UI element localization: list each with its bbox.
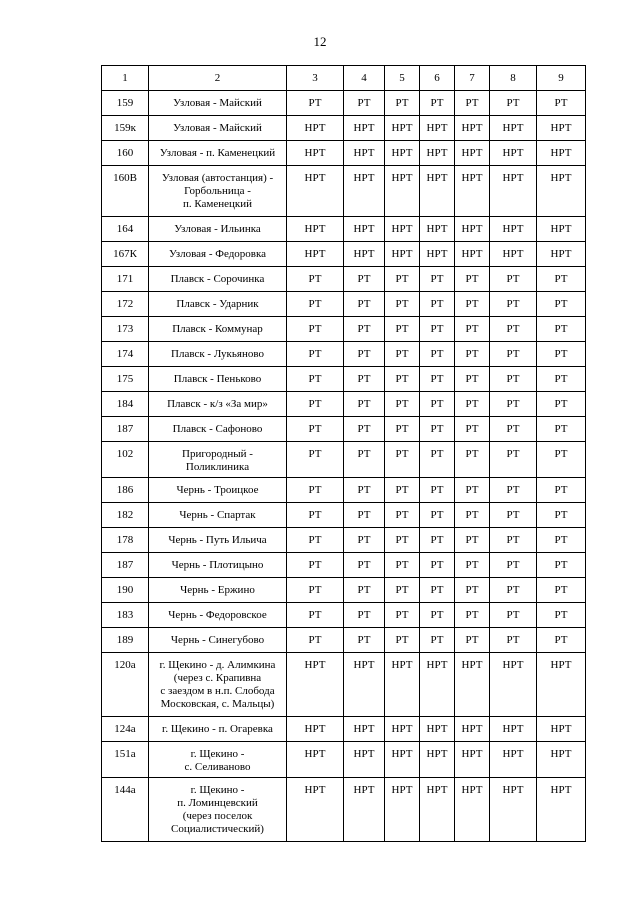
route-name [149,267,287,292]
tariff-cell: РТ [490,603,537,628]
tariff-cell: НРТ [490,778,537,842]
tariff-cell: РТ [455,91,490,116]
tariff-cell: РТ [455,367,490,392]
route-name [149,742,287,778]
table-row [102,603,586,628]
route-name [149,478,287,503]
table-row [102,166,586,217]
tariff-cell: РТ [490,417,537,442]
tariff-cell: НРТ [490,166,537,217]
tariff-cell: РТ [287,367,344,392]
tariff-cell: НРТ [344,653,385,717]
route-name [149,91,287,116]
route-name-line: Плавск - Коммунар [172,323,263,335]
tariff-cell: РТ [287,503,344,528]
route-name-line: Чернь - Путь Ильича [168,534,267,546]
route-number: 172 [102,292,149,317]
route-number: 164 [102,217,149,242]
tariff-cell: НРТ [385,242,420,267]
tariff-cell: РТ [344,342,385,367]
tariff-cell: НРТ [455,717,490,742]
route-number: 190 [102,578,149,603]
route-name-line: Плавск - Сафоново [172,423,263,435]
tariff-cell: РТ [455,628,490,653]
tariff-cell: НРТ [287,778,344,842]
route-name [149,442,287,478]
table-row [102,442,586,478]
tariff-cell: РТ [344,267,385,292]
tariff-cell: РТ [490,367,537,392]
tariff-cell: РТ [537,367,586,392]
tariff-cell: РТ [490,503,537,528]
tariff-cell: РТ [287,528,344,553]
tariff-cell: НРТ [385,742,420,778]
tariff-cell: РТ [537,528,586,553]
tariff-cell: РТ [344,478,385,503]
table-row [102,553,586,578]
tariff-cell: НРТ [344,141,385,166]
tariff-cell: РТ [490,528,537,553]
tariff-cell: НРТ [490,717,537,742]
route-name-line: г. Щекино - [190,784,245,796]
route-name [149,292,287,317]
tariff-cell: НРТ [455,653,490,717]
tariff-cell: НРТ [344,166,385,217]
tariff-cell: РТ [385,578,420,603]
route-number: 182 [102,503,149,528]
tariff-cell: НРТ [455,242,490,267]
column-header: 7 [455,66,490,91]
tariff-cell: РТ [490,292,537,317]
table-row [102,528,586,553]
route-name-line: Узловая (автостанция) - [161,172,274,184]
route-name-line: Чернь - Ержино [180,584,255,596]
route-name-line: Горбольница - [184,185,251,197]
table-row [102,91,586,116]
tariff-cell: НРТ [455,742,490,778]
tariff-cell: НРТ [537,217,586,242]
route-name-line: с. Селиваново [184,761,251,773]
tariff-cell: РТ [344,553,385,578]
tariff-cell: РТ [537,91,586,116]
route-number: 160В [102,166,149,217]
table-row [102,653,586,717]
tariff-cell: РТ [287,91,344,116]
tariff-cell: НРТ [420,166,455,217]
tariff-cell: РТ [385,503,420,528]
route-name [149,392,287,417]
tariff-cell: РТ [344,628,385,653]
route-name-line: Узловая - Федоровка [168,248,267,260]
route-name [149,367,287,392]
route-name-line: Чернь - Синегубово [170,634,265,646]
tariff-cell: РТ [537,503,586,528]
tariff-cell: РТ [420,342,455,367]
table-row [102,141,586,166]
tariff-cell: РТ [455,417,490,442]
route-name-line: Плавск - к/з «За мир» [167,398,268,410]
tariff-cell: РТ [385,603,420,628]
tariff-cell: РТ [537,267,586,292]
route-name-line: с заездом в н.п. Слобода [160,685,275,697]
tariff-cell: РТ [344,503,385,528]
page-number: 12 [313,34,327,49]
route-name-line: (через с. Крапивна [173,672,262,684]
tariff-cell: РТ [287,342,344,367]
route-name-line: г. Щекино - [190,748,245,760]
tariff-cell: РТ [385,442,420,478]
tariff-cell: РТ [344,528,385,553]
tariff-cell: РТ [537,317,586,342]
route-name-line: Узловая - Ильинка [174,223,261,235]
tariff-cell: РТ [385,417,420,442]
table-row [102,242,586,267]
table-row [102,628,586,653]
tariff-cell: РТ [537,292,586,317]
tariff-cell: РТ [287,478,344,503]
tariff-cell: НРТ [455,141,490,166]
route-number: 159к [102,116,149,141]
column-header: 1 [102,66,149,91]
tariff-cell: НРТ [537,141,586,166]
route-number: 160 [102,141,149,166]
tariff-cell: РТ [385,292,420,317]
route-number: 183 [102,603,149,628]
tariff-cell: РТ [420,442,455,478]
tariff-cell: НРТ [537,742,586,778]
route-number: 178 [102,528,149,553]
tariff-cell: РТ [537,603,586,628]
tariff-cell: НРТ [344,242,385,267]
column-header: 3 [287,66,344,91]
table-row [102,367,586,392]
column-header: 9 [537,66,586,91]
table-row [102,292,586,317]
tariff-cell: НРТ [287,217,344,242]
tariff-cell: РТ [455,503,490,528]
tariff-cell: НРТ [490,141,537,166]
route-number: 102 [102,442,149,478]
table-row [102,717,586,742]
route-name-line: Чернь - Спартак [179,509,256,521]
table-row [102,417,586,442]
tariff-cell: НРТ [537,116,586,141]
route-name [149,417,287,442]
tariff-cell: РТ [385,553,420,578]
route-name-line: г. Щекино - п. Огаревка [162,723,273,735]
route-number: 151а [102,742,149,778]
route-number: 171 [102,267,149,292]
route-name-line: Московская, с. Мальцы) [160,698,275,710]
tariff-cell: НРТ [385,778,420,842]
tariff-cell: РТ [385,392,420,417]
route-name [149,553,287,578]
tariff-cell: НРТ [490,217,537,242]
tariff-cell: РТ [537,392,586,417]
tariff-cell: РТ [455,528,490,553]
tariff-cell: РТ [344,91,385,116]
route-name [149,217,287,242]
tariff-cell: РТ [420,478,455,503]
tariff-cell: РТ [420,553,455,578]
route-name [149,603,287,628]
tariff-cell: РТ [455,292,490,317]
tariff-cell: РТ [287,292,344,317]
tariff-cell: РТ [344,392,385,417]
tariff-cell: РТ [455,392,490,417]
route-number: 167К [102,242,149,267]
table-row [102,392,586,417]
tariff-cell: НРТ [287,166,344,217]
tariff-cell: РТ [537,442,586,478]
tariff-cell: РТ [455,603,490,628]
tariff-cell: НРТ [420,717,455,742]
tariff-cell: РТ [287,442,344,478]
tariff-cell: РТ [455,442,490,478]
tariff-cell: РТ [344,367,385,392]
tariff-cell: НРТ [490,242,537,267]
tariff-cell: НРТ [537,778,586,842]
route-name-line: Пригородный - [182,448,253,460]
tariff-cell: РТ [455,578,490,603]
tariff-cell: НРТ [455,778,490,842]
tariff-cell: НРТ [420,141,455,166]
tariff-cell: НРТ [287,742,344,778]
route-name [149,242,287,267]
tariff-cell: НРТ [420,242,455,267]
tariff-cell: РТ [420,528,455,553]
route-number: 175 [102,367,149,392]
table-row [102,778,586,842]
tariff-cell: РТ [420,628,455,653]
route-name [149,116,287,141]
tariff-cell: РТ [287,603,344,628]
route-name-line: п. Каменецкий [182,198,253,210]
tariff-cell: РТ [385,91,420,116]
tariff-cell: РТ [287,578,344,603]
route-number: 189 [102,628,149,653]
tariff-cell: НРТ [455,166,490,217]
route-name-line: п. Ломинцевский [177,797,258,809]
column-header: 4 [344,66,385,91]
table-row [102,217,586,242]
tariff-cell: НРТ [385,717,420,742]
route-name-line: Чернь - Плотицыно [171,559,264,571]
tariff-cell: РТ [385,528,420,553]
tariff-cell: РТ [385,317,420,342]
route-name-line: (через поселок [182,810,253,822]
tariff-cell: НРТ [287,653,344,717]
tariff-cell: РТ [385,267,420,292]
tariff-cell: РТ [455,553,490,578]
tariff-cell: РТ [490,628,537,653]
route-name-line: Узловая - Майский [173,97,262,109]
column-header: 8 [490,66,537,91]
route-name [149,717,287,742]
table-row [102,742,586,778]
tariff-cell: НРТ [287,141,344,166]
route-name [149,628,287,653]
tariff-cell: НРТ [420,217,455,242]
table-row [102,116,586,141]
tariff-cell: РТ [537,578,586,603]
route-number: 187 [102,417,149,442]
tariff-cell: НРТ [287,116,344,141]
tariff-cell: НРТ [344,116,385,141]
tariff-cell: РТ [490,91,537,116]
tariff-cell: НРТ [537,717,586,742]
tariff-cell: НРТ [420,653,455,717]
tariff-cell: РТ [490,442,537,478]
tariff-cell: НРТ [537,166,586,217]
route-name [149,166,287,217]
tariff-cell: НРТ [420,742,455,778]
tariff-cell: РТ [420,367,455,392]
route-name-line: Социалистический) [171,823,264,835]
tariff-cell: РТ [537,342,586,367]
tariff-cell: НРТ [490,653,537,717]
tariff-cell: РТ [420,392,455,417]
route-name [149,503,287,528]
route-number: 174 [102,342,149,367]
route-number: 187 [102,553,149,578]
tariff-cell: РТ [537,417,586,442]
route-number: 186 [102,478,149,503]
tariff-cell: НРТ [420,116,455,141]
tariff-cell: РТ [490,267,537,292]
tariff-cell: РТ [537,478,586,503]
tariff-cell: РТ [385,628,420,653]
route-name-line: Плавск - Пеньково [173,373,262,385]
route-name [149,342,287,367]
tariff-cell: НРТ [455,217,490,242]
tariff-cell: РТ [344,442,385,478]
tariff-cell: НРТ [287,242,344,267]
tariff-cell: НРТ [385,166,420,217]
tariff-cell: НРТ [287,717,344,742]
tariff-cell: НРТ [537,653,586,717]
tariff-cell: РТ [344,417,385,442]
tariff-cell: НРТ [385,653,420,717]
table-row [102,578,586,603]
route-name-line: Узловая - Майский [173,122,262,134]
route-name-line: Поликлиника [185,461,250,473]
tariff-cell: РТ [455,342,490,367]
table-row [102,267,586,292]
tariff-cell: РТ [490,578,537,603]
route-number: 159 [102,91,149,116]
tariff-cell: РТ [344,603,385,628]
route-name [149,317,287,342]
column-header: 2 [149,66,287,91]
route-name [149,141,287,166]
route-name-line: Плавск - Ударник [176,298,259,310]
table-row [102,342,586,367]
tariff-cell: НРТ [385,116,420,141]
tariff-cell: РТ [344,317,385,342]
tariff-cell: НРТ [344,717,385,742]
tariff-cell: РТ [420,417,455,442]
tariff-cell: РТ [344,292,385,317]
tariff-cell: НРТ [490,742,537,778]
route-name [149,578,287,603]
table-row [102,317,586,342]
tariff-cell: РТ [420,317,455,342]
route-name-line: Чернь - Федоровское [168,609,267,621]
tariff-cell: НРТ [344,217,385,242]
column-header: 5 [385,66,420,91]
tariff-cell: РТ [537,628,586,653]
tariff-cell: РТ [490,553,537,578]
tariff-cell: РТ [385,367,420,392]
tariff-cell: РТ [344,578,385,603]
tariff-cell: НРТ [537,242,586,267]
tariff-cell: РТ [420,503,455,528]
tariff-cell: НРТ [385,141,420,166]
tariff-cell: РТ [287,317,344,342]
tariff-cell: РТ [385,342,420,367]
tariff-cell: РТ [490,478,537,503]
route-name-line: Плавск - Лукьяново [171,348,264,360]
tariff-cell: НРТ [385,217,420,242]
route-number: 184 [102,392,149,417]
tariff-cell: РТ [385,478,420,503]
tariff-cell: РТ [455,267,490,292]
route-number: 144а [102,778,149,842]
tariff-cell: РТ [287,267,344,292]
tariff-cell: РТ [420,578,455,603]
tariff-cell: РТ [420,91,455,116]
route-number: 120а [102,653,149,717]
tariff-cell: НРТ [420,778,455,842]
route-name-line: Плавск - Сорочинка [170,273,265,285]
tariff-cell: РТ [490,392,537,417]
tariff-cell: НРТ [455,116,490,141]
tariff-cell: НРТ [344,778,385,842]
tariff-cell: РТ [287,417,344,442]
route-name-line: г. Щекино - д. Алимкина [159,659,276,671]
tariff-cell: РТ [420,603,455,628]
route-name-line: Чернь - Троицкое [176,484,259,496]
table-row [102,478,586,503]
tariff-cell: РТ [420,267,455,292]
tariff-cell: РТ [455,317,490,342]
route-name [149,653,287,717]
tariff-cell: РТ [455,478,490,503]
route-number: 124а [102,717,149,742]
tariff-cell: РТ [287,392,344,417]
tariff-cell: РТ [420,292,455,317]
route-number: 173 [102,317,149,342]
tariff-cell: РТ [490,342,537,367]
route-name-line: Узловая - п. Каменецкий [159,147,276,159]
tariff-cell: НРТ [344,742,385,778]
tariff-cell: РТ [287,628,344,653]
column-header: 6 [420,66,455,91]
routes-table [101,65,586,842]
table-header-row [102,66,586,91]
tariff-cell: РТ [537,553,586,578]
tariff-cell: НРТ [490,116,537,141]
tariff-cell: РТ [490,317,537,342]
tariff-cell: РТ [287,553,344,578]
route-name [149,778,287,842]
table-row [102,503,586,528]
route-name [149,528,287,553]
